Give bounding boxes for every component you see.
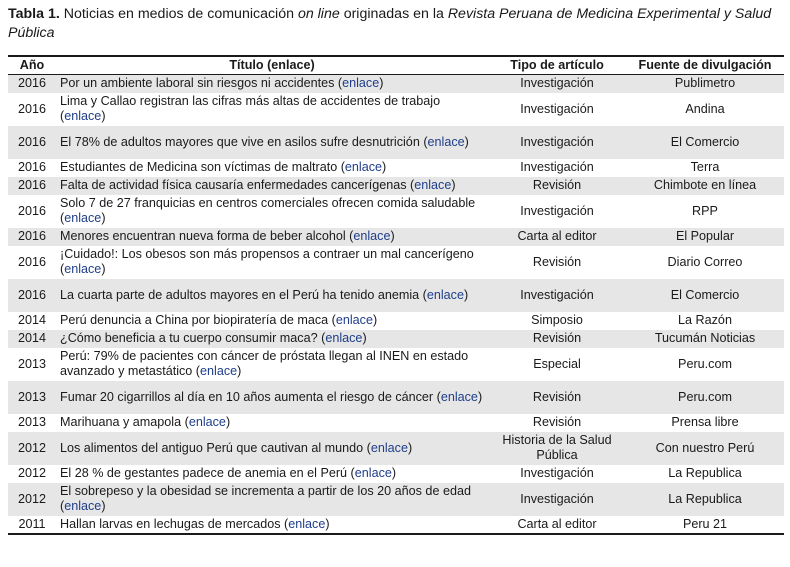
row-article-type: Investigación	[520, 76, 594, 91]
row-article-type: Revisión	[532, 415, 582, 429]
row-title-cell: Perú: 79% de pacientes con cáncer de próstata llegan al INEN en estado avanzado y metastático (enlace)	[60, 349, 469, 378]
row-source: El Comercio	[670, 287, 740, 302]
row-article-type: Simposio	[531, 313, 583, 327]
row-article-type: Revisión	[532, 389, 582, 404]
enlace-link[interactable]: enlace	[64, 262, 102, 276]
enlace-link[interactable]: enlace	[414, 178, 452, 192]
row-year: 2016	[17, 203, 47, 218]
row-article-type: Investigación	[520, 160, 594, 174]
row-source: Prensa libre	[671, 415, 739, 429]
table-row	[8, 126, 784, 159]
row-year: 2016	[17, 229, 47, 243]
caption-italic-1: on line	[297, 6, 340, 22]
enlace-link[interactable]: enlace	[335, 313, 373, 327]
row-article-type: Investigación	[520, 134, 594, 149]
row-year: 2012	[17, 491, 47, 506]
table-row	[8, 228, 784, 246]
row-year: 2012	[17, 466, 47, 480]
column-header-type: Tipo de artículo	[510, 58, 604, 72]
row-title: Perú denuncia a China por biopiratería de maca	[60, 313, 329, 327]
enlace-link[interactable]: enlace	[188, 415, 226, 429]
row-title: Fumar 20 cigarrillos al día en 10 años aumenta el riesgo de cáncer	[60, 389, 434, 404]
row-title: Marihuana y amapola	[60, 415, 182, 429]
enlace-link[interactable]: enlace	[342, 76, 380, 91]
row-source: La Razón	[678, 313, 732, 327]
enlace-link[interactable]: enlace	[370, 440, 408, 455]
row-article-type: Investigación	[520, 101, 594, 116]
row-title: El 28 % de gestantes padece de anemia en el Perú	[60, 466, 348, 480]
row-year: 2016	[17, 76, 47, 91]
row-title-cell: Fumar 20 cigarrillos al día en 10 años aumenta el riesgo de cáncer (enlace)	[60, 389, 483, 404]
column-header-title: Título (enlace)	[229, 58, 315, 72]
row-article-type: Especial	[533, 356, 581, 371]
enlace-link[interactable]: enlace	[288, 516, 326, 531]
table-row	[8, 195, 784, 228]
row-title: Lima y Callao registran las cifras más altas de accidentes de trabajo	[60, 94, 441, 108]
row-title-cell: Hallan larvas en lechugas de mercados (enlace)	[60, 516, 330, 531]
row-title-cell: Perú denuncia a China por biopiratería de maca (enlace)	[60, 313, 378, 327]
row-title-cell: El 28 % de gestantes padece de anemia en el Perú (enlace)	[60, 466, 397, 480]
table-row	[8, 246, 784, 279]
row-year: 2013	[17, 356, 47, 371]
row-year: 2016	[17, 134, 47, 149]
table-row	[8, 432, 784, 465]
caption-italic-2: Revista Peruana de Medicina Experimental y Salud Pública	[8, 6, 772, 41]
enlace-link[interactable]: enlace	[344, 160, 383, 174]
caption-label: Tabla 1.	[8, 6, 60, 22]
row-source: Diario Correo	[667, 254, 743, 269]
column-header-year: Año	[19, 58, 45, 72]
row-source: Peru.com	[678, 356, 732, 371]
row-title: Solo 7 de 27 franquicias en centros comerciales ofrecen comida saludable	[60, 196, 476, 210]
row-title-cell: Marihuana y amapola (enlace)	[60, 415, 231, 429]
row-year: 2014	[17, 313, 47, 327]
row-year: 2016	[17, 254, 47, 269]
table-row	[8, 75, 784, 93]
row-year: 2013	[17, 389, 47, 404]
row-source: Andina	[685, 101, 725, 116]
row-title: Hallan larvas en lechugas de mercados	[60, 516, 281, 531]
row-title-cell: ¿Cómo beneficia a tu cuerpo consumir maca? (enlace)	[60, 331, 367, 345]
row-year: 2016	[17, 178, 47, 192]
table-body	[8, 75, 784, 534]
table-caption	[8, 5, 784, 43]
row-title-cell: Los alimentos del antiguo Perú que cautivan al mundo (enlace)	[60, 440, 413, 455]
row-title-cell: Estudiantes de Medicina son víctimas de maltrato (enlace)	[60, 160, 387, 174]
caption-text-2: originadas en la	[339, 6, 448, 22]
enlace-link[interactable]: enlace	[353, 229, 391, 243]
row-title: Estudiantes de Medicina son víctimas de maltrato	[60, 160, 338, 174]
row-source: La Republica	[668, 466, 742, 480]
enlace-link[interactable]: enlace	[354, 466, 392, 480]
row-source: El Popular	[675, 229, 735, 243]
row-source: Tucumán Noticias	[654, 331, 756, 345]
news-table	[8, 55, 784, 535]
row-source: RPP	[692, 203, 718, 218]
row-year: 2016	[17, 160, 47, 174]
row-title-cell: Falta de actividad física causaría enfermedades cancerígenas (enlace)	[60, 178, 456, 192]
row-title: Falta de actividad física causaría enfermedades cancerígenas	[60, 178, 407, 192]
table-row	[8, 465, 784, 483]
table-row	[8, 279, 784, 312]
row-title-cell: Solo 7 de 27 franquicias en centros comerciales ofrecen comida saludable (enlace)	[60, 196, 476, 225]
row-year: 2011	[18, 516, 46, 531]
row-year: 2016	[17, 287, 47, 302]
row-source: Peru 21	[682, 516, 728, 531]
caption-text-1: Noticias en medios de comunicación	[59, 6, 298, 22]
table-row	[8, 177, 784, 195]
row-article-type: Historia de la Salud Pública	[502, 433, 612, 462]
row-article-type: Carta al editor	[517, 516, 597, 531]
enlace-link[interactable]: enlace	[64, 211, 102, 225]
column-header-source: Fuente de divulgación	[638, 58, 772, 72]
row-article-type: Revisión	[532, 331, 582, 345]
row-title: El 78% de adultos mayores que vive en asilos sufre desnutrición	[60, 134, 420, 149]
table-row	[8, 93, 784, 126]
enlace-link[interactable]: enlace	[426, 287, 464, 302]
table-row	[8, 330, 784, 348]
row-source: Con nuestro Perú	[655, 440, 755, 455]
row-year: 2016	[17, 101, 47, 116]
row-title: Perú: 79% de pacientes con cáncer de próstata llegan al INEN en estado avanzado y metastático	[60, 349, 469, 378]
row-article-type: Investigación	[520, 466, 594, 480]
row-article-type: Revisión	[532, 254, 582, 269]
row-title-cell: Menores encuentran nueva forma de beber alcohol (enlace)	[60, 229, 395, 243]
row-article-type: Investigación	[520, 491, 594, 506]
row-article-type: Investigación	[520, 203, 594, 218]
row-article-type: Revisión	[532, 178, 582, 192]
table-row	[8, 516, 784, 534]
table-row	[8, 414, 784, 432]
row-title-cell: El sobrepeso y la obesidad se incrementa a partir de los 20 años de edad (enlace)	[60, 484, 471, 513]
enlace-link[interactable]: enlace	[325, 331, 363, 345]
table-row	[8, 348, 784, 381]
row-article-type: Investigación	[520, 287, 594, 302]
enlace-link[interactable]: enlace	[427, 134, 465, 149]
table-row	[8, 159, 784, 177]
row-title-cell: La cuarta parte de adultos mayores en el Perú ha tenido anemia (enlace)	[60, 287, 469, 302]
table-row	[8, 312, 784, 330]
row-source: Terra	[690, 160, 720, 174]
row-source: Chimbote en línea	[653, 178, 757, 192]
row-year: 2013	[17, 415, 47, 429]
row-title: La cuarta parte de adultos mayores en el Perú ha tenido anemia	[60, 287, 420, 302]
row-article-type: Carta al editor	[517, 229, 597, 243]
row-year: 2012	[17, 440, 47, 455]
row-year: 2014	[17, 331, 47, 345]
row-title-cell: Por un ambiente laboral sin riesgos ni accidentes (enlace)	[60, 76, 384, 91]
row-source: Peru.com	[678, 389, 732, 404]
enlace-link[interactable]: enlace	[64, 109, 102, 123]
enlace-link[interactable]: enlace	[200, 364, 238, 378]
table-row	[8, 381, 784, 414]
row-title: ¡Cuidado!: Los obesos son más propensos a contraer un mal cancerígeno	[60, 247, 474, 261]
table-header-row	[8, 56, 784, 75]
row-source: Publimetro	[674, 76, 736, 91]
row-title: Los alimentos del antiguo Perú que cautivan al mundo	[60, 440, 364, 455]
row-title: ¿Cómo beneficia a tu cuerpo consumir maca?	[60, 331, 318, 345]
row-title: Por un ambiente laboral sin riesgos ni accidentes	[60, 76, 335, 91]
enlace-link[interactable]: enlace	[440, 389, 478, 404]
row-title-cell: El 78% de adultos mayores que vive en asilos sufre desnutrición (enlace)	[60, 134, 469, 149]
row-source: El Comercio	[670, 134, 740, 149]
row-title-cell: ¡Cuidado!: Los obesos son más propensos a contraer un mal cancerígeno (enlace)	[60, 247, 474, 276]
row-title: El sobrepeso y la obesidad se incrementa a partir de los 20 años de edad	[60, 484, 471, 498]
row-source: La Republica	[668, 491, 742, 506]
row-title-cell: Lima y Callao registran las cifras más altas de accidentes de trabajo (enlace)	[60, 94, 441, 123]
table-row	[8, 483, 784, 516]
enlace-link[interactable]: enlace	[64, 499, 102, 513]
row-title: Menores encuentran nueva forma de beber alcohol	[60, 229, 346, 243]
